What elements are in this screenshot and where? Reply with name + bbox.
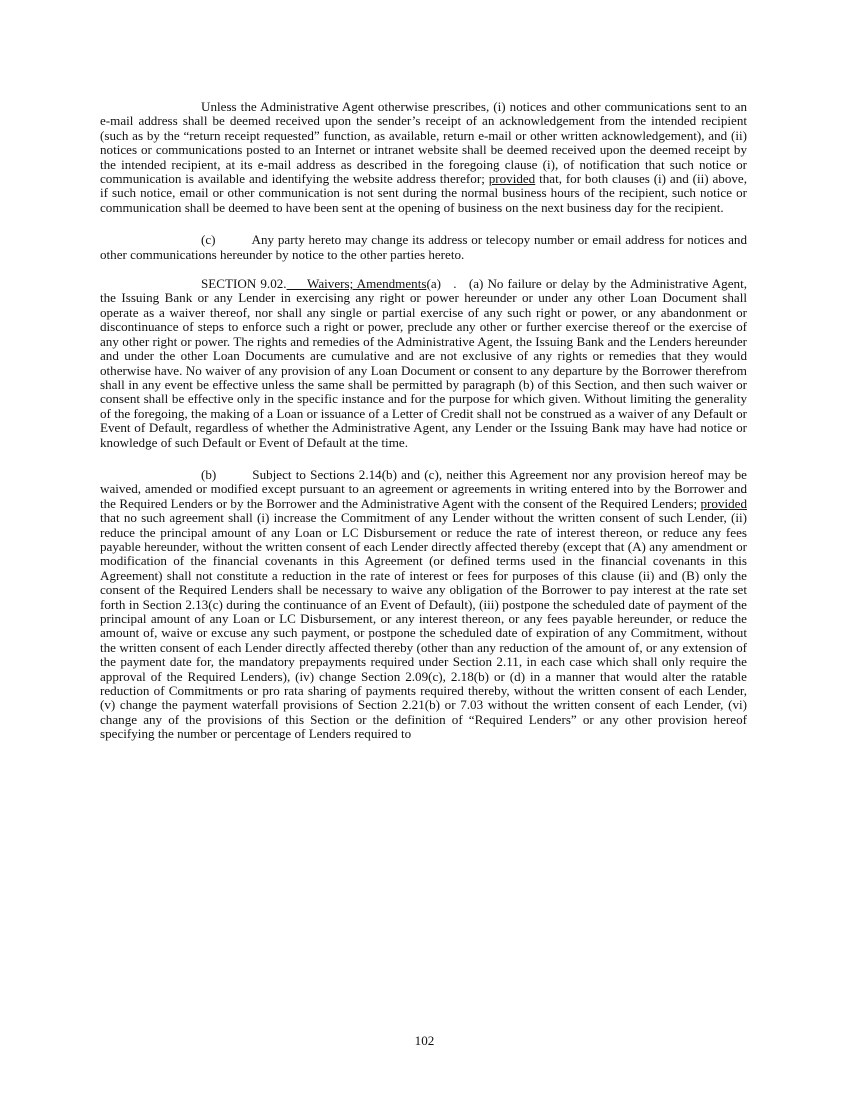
paragraph-notices-email xyxy=(100,100,747,215)
page-number: 102 xyxy=(414,1033,435,1048)
clause-label-b: (b) xyxy=(201,466,217,482)
document-page xyxy=(100,100,747,759)
section-number: SECTION 9.02. xyxy=(201,276,287,292)
p1-text-after: that, for both clauses (i) and (ii) above, if such notice, email or other communication is not sent during the normal business hours of the recipient, such notice or communication shall be deemed to have been sent at the opening of business on the next business day for the recipient. xyxy=(100,171,747,215)
provided-term: provided xyxy=(488,171,536,187)
p4-text-before: Subject to Sections 2.14(b) and (c), neither this Agreement nor any provision hereof may be waived, amended or modified except pursuant to an agreement or agreements in writing entered into by the Borrower and the Required Lenders or by the Borrower and the Administrative Agent with the consent of the Required Lenders; xyxy=(100,466,747,511)
p1-text-before: Unless the Administrative Agent otherwise prescribes, (i) notices and other communications sent to an e-mail address shall be deemed received upon the sender’s receipt of an acknowledgement from the intended recipient (such as by the “return receipt requested” function, as available, return e-mail or other written acknowledgement), and (ii) notices or communications posted to an Internet or intranet website shall be deemed received upon the deemed receipt by the intended recipient, at its e-mail address as described in the foregoing clause (i), of notification that such notice or communication is available and identifying the website address therefor; xyxy=(100,99,747,187)
paragraph-b-amendments xyxy=(100,468,747,742)
section-a-text: (a) No failure or delay by the Administrative Agent, the Issuing Bank or any Lender in exercising any right or power hereunder or under any other Loan Document shall operate as a waiver thereof, nor shall any single or partial exercise of any such right or power, or any abandonment or discontinuance of steps to enforce such a right or power, preclude any other or further exercise thereof or the exercise of any other right or power. The rights and remedies of the Administrative Agent, the Issuing Bank and the Lenders hereunder and under the other Loan Documents are cumulative and are not exclusive of any rights or remedies that they would otherwise have. No waiver of any provision of any Loan Document or consent to any departure by the Borrower therefrom shall in any event be effective unless the same shall be permitted by paragraph (b) of this Section, and then such waiver or consent shall be effective only in the specific instance and for the purpose for which given. Without limiting the generality of the foregoing, the making of a Loan or issuance of a Letter of Credit shall not be construed as a waiver of any Default or Event of Default, regardless of whether the Administrative Agent, any Lender or the Issuing Bank may have had notice or knowledge of such Default or Event of Default at the time. xyxy=(100,276,748,450)
paragraph-c-address-change xyxy=(100,233,747,262)
p4-text-after: that no such agreement shall (i) increase the Commitment of any Lender without the written consent of such Lender, (ii) reduce the principal amount of any Loan or LC Disbursement or reduce the rate of interest thereon, or reduce any fees payable hereunder, without the written consent of each Lender directly affected thereby (except that (A) any amendment or modification of the financial covenants in this Agreement (or defined terms used in the financial covenants in this Agreement) shall not constitute a reduction in the rate of interest or fees for purposes of this clause (ii) and (B) only the consent of the Required Lenders shall be necessary to waive any obligation of the Borrower to pay interest at the rate set forth in Section 2.13(c) during the continuance of an Event of Default), (iii) postpone the scheduled date of payment of the principal amount of any Loan or LC Disbursement, or any interest thereon, or any fees payable hereunder, or reduce the amount of, waive or excuse any such payment, or postpone the scheduled date of expiration of any Commitment, without the written consent of each Lender directly affected thereby (other than any reduction of the amount of, or any extension of the payment date for, the mandatory prepayments required under Section 2.11, in each case which shall only require the approval of the Required Lenders), (iv) change Section 2.09(c), 2.18(b) or (d) in a manner that would alter the ratable reduction of Commitments or pro rata sharing of payments required thereby, without the written consent of each Lender, (v) change the payment waterfall provisions of Section 2.21(b) or 7.03 without the written consent of each Lender, (vi) change any of the provisions of this Section or the definition of “Required Lenders” or any other provision hereof specifying the number or percentage of Lenders required to xyxy=(100,510,747,742)
clause-label-c: (c) xyxy=(201,232,216,248)
section-9-02-waivers xyxy=(100,277,747,450)
provided-term-2: provided xyxy=(700,495,747,511)
p2-text: Any party hereto may change its address or telecopy number or email address for notices and other communications hereunder by notice to the other parties hereto. xyxy=(100,232,747,262)
section-dot: . xyxy=(453,276,457,292)
section-title-suffix: (a) xyxy=(426,276,441,292)
section-title: Waivers; Amendments xyxy=(307,276,427,292)
